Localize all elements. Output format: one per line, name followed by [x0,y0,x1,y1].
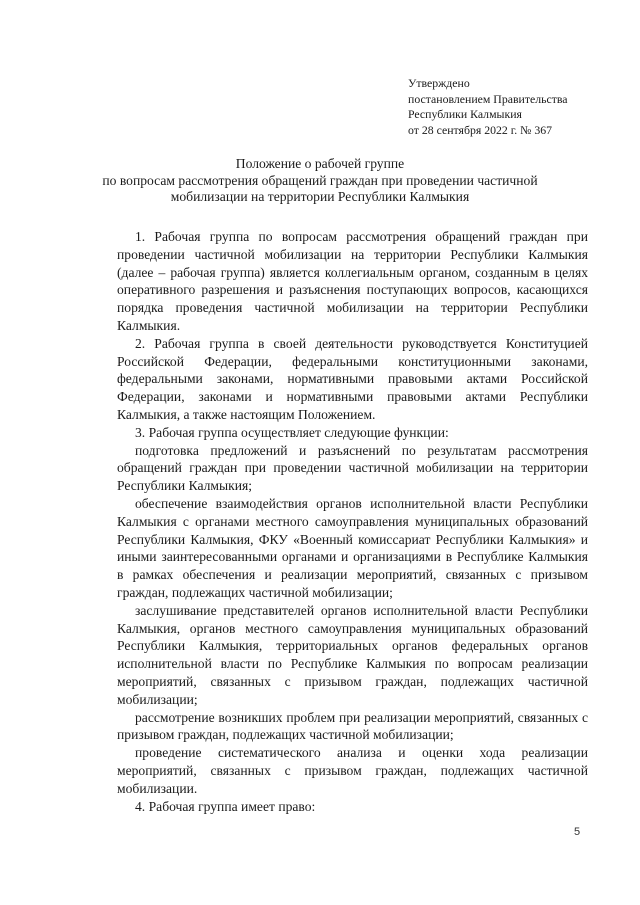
paragraph: 1. Рабочая группа по вопросам рассмотрения обращений граждан при проведении частичной мобилизации на территории Республики Калмыкия (далее – рабочая группа) является коллегиальным органом, созданным в целях оперативного разрешения и разъяснения поступающих вопросов, касающихся порядка проведения частичной мобилизации на территории Республики Калмыкия. [117,229,588,333]
document-body [117,228,588,815]
paragraph: подготовка предложений и разъяснений по результатам рассмотрения обращений граждан при проведении частичной мобилизации на территории Республики Калмыкия; [117,442,588,494]
title-line: Положение о рабочей группе [235,156,405,171]
approval-line: Республики Калмыкия [408,107,522,121]
approval-block [408,76,568,138]
page-number: 5 [574,826,581,838]
paragraph: рассмотрение возникших проблем при реализации мероприятий, связанных с призывом граждан, подлежащих частичной мобилизации; [117,709,588,743]
paragraph: проведение систематического анализа и оценки хода реализации мероприятий, связанных с призывом граждан, подлежащих частичной мобилизации. [117,745,588,796]
title-line: мобилизации на территории Республики Калмыкия [170,189,470,204]
paragraph: 2. Рабочая группа в своей деятельности руководствуется Конституцией Российской Федерации, федеральными конституционными законами, федеральными законами, нормативными правовыми актами Российской Федерации, законами и нормативными правовыми актами Республики Калмыкия, а также настоящим Положением. [117,335,588,422]
paragraph: заслушивание представителей органов исполнительной власти Республики Калмыкия, органов местного самоуправления муниципальных образований Республики Калмыкия, территориальных органов федеральных органов исполнительной власти по Республике Калмыкия по вопросам реализации мероприятий, связанных с призывом граждан, подлежащих частичной мобилизации; [117,602,588,707]
document-title [80,156,560,206]
paragraph: обеспечение взаимодействия органов исполнительной власти Республики Калмыкия с органами местного самоуправления муниципальных образований Республики Калмыкия, ФКУ «Военный комиссариат Республики Калмыкия» и иными заинтересованными органами и организациями в Республике Калмыкия в рамках обеспечения и реализации мероприятий, связанных с призывом граждан, подлежащих частичной мобилизации; [117,495,588,600]
paragraph: 4. Рабочая группа имеет право: [135,798,316,814]
title-line: по вопросам рассмотрения обращений граждан при проведении частичной [102,172,538,188]
approval-line: постановлением Правительства [408,91,568,106]
paragraph: 3. Рабочая группа осуществляет следующие функции: [135,424,449,440]
approval-line: от 28 сентября 2022 г. № 367 [408,122,553,137]
approval-line: Утверждено [408,76,470,90]
